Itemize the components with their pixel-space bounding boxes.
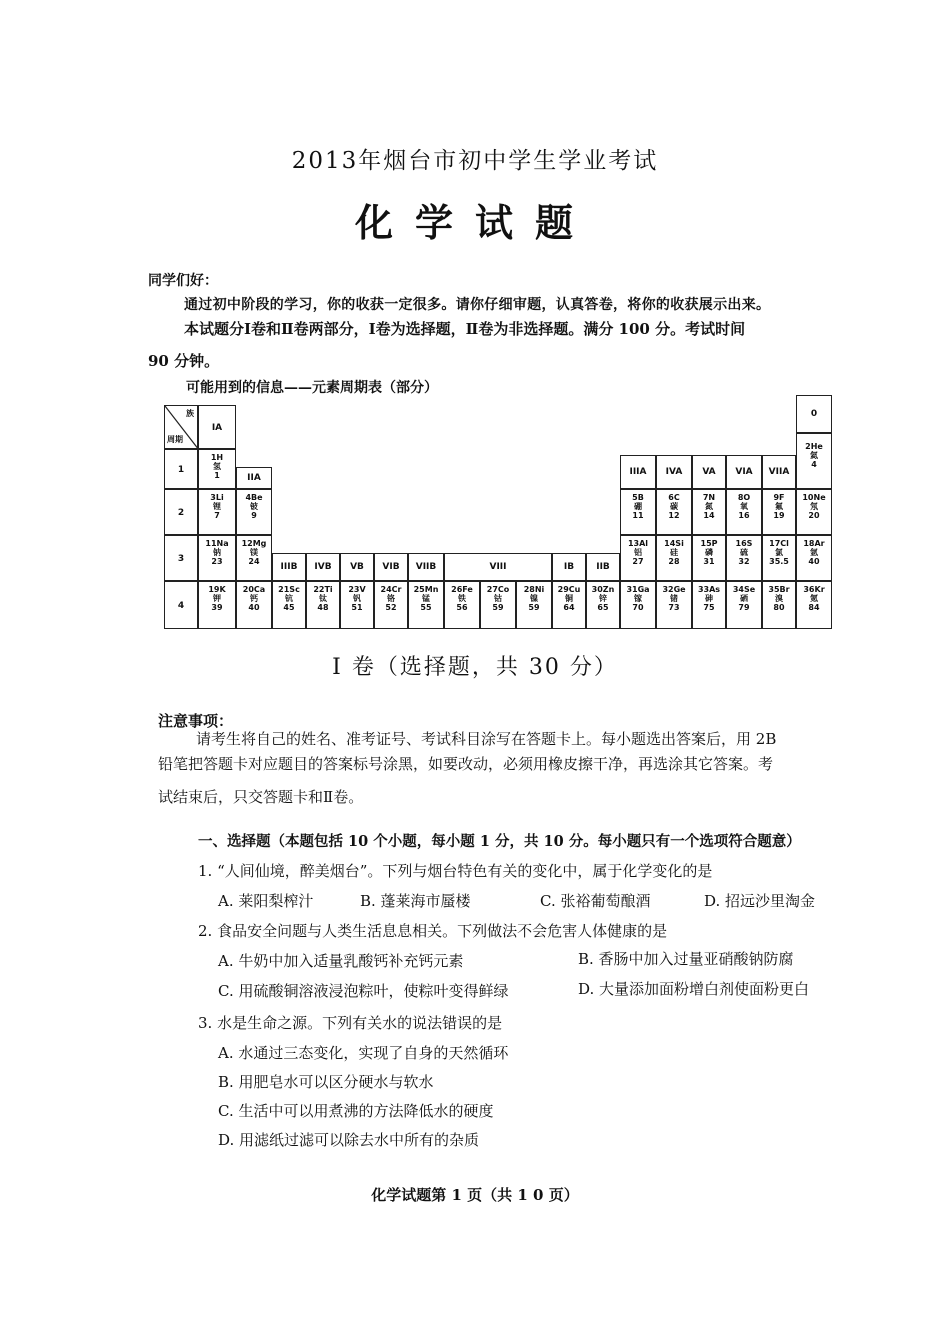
- element-Si: 14Si 硅 28: [656, 535, 692, 581]
- element-As: 33As 砷 75: [692, 581, 726, 629]
- element-P: 15P 磷 31: [692, 535, 726, 581]
- element-Ni: 28Ni 镍 59: [516, 581, 552, 629]
- element-Co: 27Co 钴 59: [480, 581, 516, 629]
- question-3-stem: 3. 水是生命之源。下列有关水的说法错误的是: [198, 1014, 503, 1032]
- group-IIA: IIA: [236, 467, 272, 489]
- element-Na: 11Na 钠 23: [198, 535, 236, 581]
- intro-line-2: 本试题分Ⅰ卷和Ⅱ卷两部分，Ⅰ卷为选择题，Ⅱ卷为非选择题。满分 100 分。考试时间: [184, 320, 746, 338]
- element-Mg: 12Mg 镁 24: [236, 535, 272, 581]
- element-Kr: 36Kr 氪 84: [796, 581, 832, 629]
- question-2-stem: 2. 食品安全问题与人类生活息息相关。下列做法不会危害人体健康的是: [198, 922, 668, 940]
- notice-line-2: 铅笔把答题卡对应题目的答案标号涂黑，如要改动，必须用橡皮擦干净，再选涂其它答案。考: [158, 755, 774, 773]
- element-Li: 3Li 锂 7: [198, 489, 236, 535]
- page-footer: 化学试题第 1 页（共 1 0 页）: [371, 1186, 579, 1204]
- group-IB: IB: [552, 553, 586, 581]
- element-V: 23V 钒 51: [340, 581, 374, 629]
- notice-title: 注意事项：: [158, 712, 234, 730]
- period-3: 3: [164, 535, 198, 581]
- question-2-option-c: C. 用硫酸铜溶液浸泡粽叶，使粽叶变得鲜绿: [218, 982, 509, 1000]
- element-Ne: 10Ne 氖 20: [796, 489, 832, 535]
- element-O: 8O 氧 16: [726, 489, 762, 535]
- group-VIIB: VIIB: [408, 553, 444, 581]
- corner-group-label: 族: [186, 409, 194, 418]
- element-Ar: 18Ar 氩 40: [796, 535, 832, 581]
- subject-title: 化学试题: [354, 200, 595, 245]
- element-Al: 13Al 铝 27: [620, 535, 656, 581]
- exam-title: 2013年烟台市初中学生学业考试: [291, 148, 659, 174]
- period-4: 4: [164, 581, 198, 629]
- element-S: 16S 硫 32: [726, 535, 762, 581]
- period-2: 2: [164, 489, 198, 535]
- section-title: 一、选择题（本题包括 10 个小题，每小题 1 分，共 10 分。每小题只有一个选项符合题意）: [198, 833, 801, 850]
- group-IA: IA: [198, 405, 236, 449]
- period-1: 1: [164, 449, 198, 489]
- element-Be: 4Be 铍 9: [236, 489, 272, 535]
- intro-line-1: 通过初中阶段的学习，你的收获一定很多。请你仔细审题，认真答卷，将你的收获展示出来。: [184, 297, 771, 313]
- notice-line-1: 请考生将自己的姓名、准考证号、考试科目涂写在答题卡上。每小题选出答案后，用 2B: [196, 730, 777, 748]
- group-zero: 0: [796, 395, 832, 433]
- element-Ti: 22Ti 钛 48: [306, 581, 340, 629]
- element-Mn: 25Mn 锰 55: [408, 581, 444, 629]
- group-IIB: IIB: [586, 553, 620, 581]
- element-C: 6C 碳 12: [656, 489, 692, 535]
- group-VIA: VIA: [726, 455, 762, 489]
- group-VA: VA: [692, 455, 726, 489]
- question-3-option-d: D. 用滤纸过滤可以除去水中所有的杂质: [218, 1131, 480, 1149]
- notice-line-3: 试结束后，只交答题卡和Ⅱ卷。: [158, 788, 364, 806]
- question-3-option-b: B. 用肥皂水可以区分硬水与软水: [218, 1073, 434, 1091]
- element-Zn: 30Zn 锌 65: [586, 581, 620, 629]
- question-1-option-b: B. 蓬莱海市蜃楼: [360, 892, 471, 910]
- group-VIB: VIB: [374, 553, 408, 581]
- element-Cl: 17Cl 氯 35.5: [762, 535, 796, 581]
- question-3-option-c: C. 生活中可以用煮沸的方法降低水的硬度: [218, 1102, 494, 1120]
- element-B: 5B 硼 11: [620, 489, 656, 535]
- group-IVB: IVB: [306, 553, 340, 581]
- greeting: 同学们好：: [148, 273, 218, 289]
- group-IVA: IVA: [656, 455, 692, 489]
- group-VIIA: VIIA: [762, 455, 796, 489]
- question-1-option-d: D. 招远沙里淘金: [704, 892, 816, 910]
- element-Cu: 29Cu 铜 64: [552, 581, 586, 629]
- table-corner: [164, 405, 198, 449]
- element-Se: 34Se 硒 79: [726, 581, 762, 629]
- element-Ge: 32Ge 锗 73: [656, 581, 692, 629]
- group-VB: VB: [340, 553, 374, 581]
- periodic-table: [164, 395, 836, 631]
- question-2-option-d: D. 大量添加面粉增白剂使面粉更白: [578, 980, 810, 998]
- part-1-heading: Ⅰ 卷（选择题，共 30 分）: [332, 655, 618, 680]
- element-He: 2He 氦 4: [796, 433, 832, 489]
- element-N: 7N 氮 14: [692, 489, 726, 535]
- intro-line-3: 90 分钟。: [148, 352, 220, 370]
- question-1-option-a: A. 莱阳梨榨汁: [218, 892, 314, 910]
- group-IIIB: IIIB: [272, 553, 306, 581]
- element-Br: 35Br 溴 80: [762, 581, 796, 629]
- element-Fe: 26Fe 铁 56: [444, 581, 480, 629]
- group-VIII: VIII: [444, 553, 552, 581]
- periodic-table-caption: 可能用到的信息——元素周期表（部分）: [186, 380, 438, 396]
- element-K: 19K 钾 39: [198, 581, 236, 629]
- question-2-option-b: B. 香肠中加入过量亚硝酸钠防腐: [578, 950, 794, 968]
- question-1-option-c: C. 张裕葡萄酿酒: [540, 892, 651, 910]
- question-3-option-a: A. 水通过三态变化，实现了自身的天然循环: [218, 1044, 509, 1062]
- element-Cr: 24Cr 铬 52: [374, 581, 408, 629]
- element-H: 1H 氢 1: [198, 449, 236, 489]
- element-Ga: 31Ga 镓 70: [620, 581, 656, 629]
- corner-period-label: 周期: [167, 435, 183, 444]
- element-Sc: 21Sc 钪 45: [272, 581, 306, 629]
- element-Ca: 20Ca 钙 40: [236, 581, 272, 629]
- question-1-stem: 1. “人间仙境，醉美烟台”。下列与烟台特色有关的变化中，属于化学变化的是: [198, 862, 713, 880]
- group-IIIA: IIIA: [620, 455, 656, 489]
- element-F: 9F 氟 19: [762, 489, 796, 535]
- question-2-option-a: A. 牛奶中加入适量乳酸钙补充钙元素: [218, 952, 464, 970]
